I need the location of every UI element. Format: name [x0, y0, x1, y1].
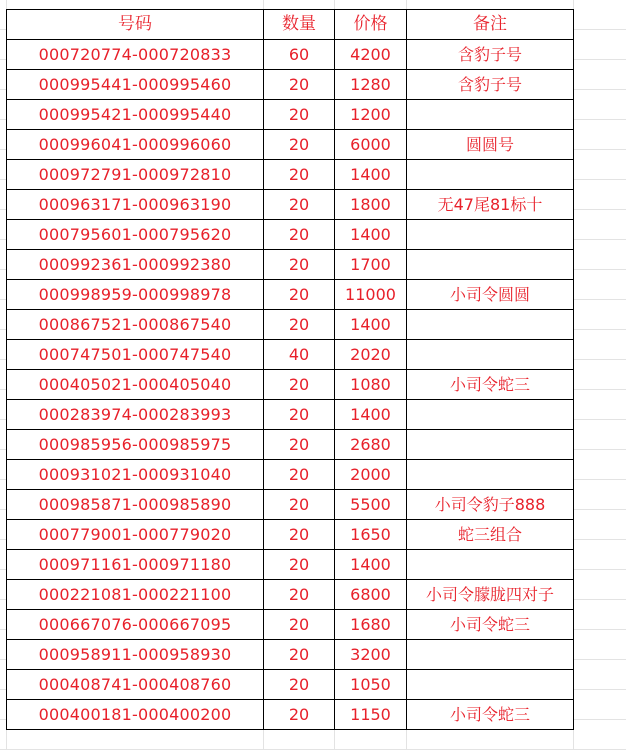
cell-price[interactable]: 5500 — [335, 490, 407, 520]
cell-number[interactable]: 000720774-000720833 — [7, 40, 264, 70]
data-table — [6, 9, 574, 730]
cell-note[interactable]: 小司令朦胧四对子 — [407, 580, 574, 610]
cell-number[interactable]: 000779001-000779020 — [7, 520, 264, 550]
cell-number[interactable]: 000408741-000408760 — [7, 670, 264, 700]
cell-number[interactable]: 000958911-000958930 — [7, 640, 264, 670]
table-row — [7, 40, 574, 70]
table-row — [7, 460, 574, 490]
cell-price[interactable]: 1400 — [335, 400, 407, 430]
cell-note[interactable] — [407, 640, 574, 670]
cell-quantity[interactable]: 20 — [264, 700, 335, 730]
cell-note[interactable]: 含豹子号 — [407, 40, 574, 70]
table-row — [7, 640, 574, 670]
cell-quantity[interactable]: 20 — [264, 250, 335, 280]
table-row — [7, 370, 574, 400]
cell-note[interactable]: 无47尾81标十 — [407, 190, 574, 220]
cell-price[interactable]: 2020 — [335, 340, 407, 370]
cell-note[interactable] — [407, 250, 574, 280]
cell-number[interactable]: 000795601-000795620 — [7, 220, 264, 250]
cell-number[interactable]: 000747501-000747540 — [7, 340, 264, 370]
cell-quantity[interactable]: 20 — [264, 160, 335, 190]
cell-number[interactable]: 000867521-000867540 — [7, 310, 264, 340]
cell-number[interactable]: 000221081-000221100 — [7, 580, 264, 610]
cell-number[interactable]: 000971161-000971180 — [7, 550, 264, 580]
cell-quantity[interactable]: 40 — [264, 340, 335, 370]
table-row — [7, 130, 574, 160]
table-row — [7, 430, 574, 460]
cell-price[interactable]: 4200 — [335, 40, 407, 70]
cell-number[interactable]: 000998959-000998978 — [7, 280, 264, 310]
cell-number[interactable]: 000995421-000995440 — [7, 100, 264, 130]
cell-price[interactable]: 1150 — [335, 700, 407, 730]
cell-note[interactable] — [407, 310, 574, 340]
cell-quantity[interactable]: 20 — [264, 70, 335, 100]
cell-quantity[interactable]: 20 — [264, 190, 335, 220]
cell-quantity[interactable]: 20 — [264, 490, 335, 520]
table-row — [7, 550, 574, 580]
header-price[interactable]: 价格 — [335, 10, 407, 40]
cell-price[interactable]: 6800 — [335, 580, 407, 610]
table-row — [7, 220, 574, 250]
cell-note[interactable] — [407, 100, 574, 130]
cell-number[interactable]: 000995441-000995460 — [7, 70, 264, 100]
cell-quantity[interactable]: 20 — [264, 100, 335, 130]
table-row — [7, 250, 574, 280]
table-row — [7, 280, 574, 310]
cell-price[interactable]: 1400 — [335, 160, 407, 190]
table-row — [7, 70, 574, 100]
table-row — [7, 190, 574, 220]
cell-quantity[interactable]: 20 — [264, 640, 335, 670]
cell-quantity[interactable]: 20 — [264, 130, 335, 160]
table-row — [7, 610, 574, 640]
table-row — [7, 490, 574, 520]
cell-quantity[interactable]: 20 — [264, 370, 335, 400]
table-row — [7, 100, 574, 130]
cell-note[interactable] — [407, 670, 574, 700]
cell-quantity[interactable]: 20 — [264, 400, 335, 430]
cell-number[interactable]: 000667076-000667095 — [7, 610, 264, 640]
cell-note[interactable]: 含豹子号 — [407, 70, 574, 100]
cell-note[interactable]: 小司令蛇三 — [407, 610, 574, 640]
cell-note[interactable]: 小司令蛇三 — [407, 700, 574, 730]
header-note[interactable]: 备注 — [407, 10, 574, 40]
cell-price[interactable]: 1700 — [335, 250, 407, 280]
cell-number[interactable]: 000972791-000972810 — [7, 160, 264, 190]
cell-note[interactable]: 小司令蛇三 — [407, 370, 574, 400]
cell-number[interactable]: 000985871-000985890 — [7, 490, 264, 520]
cell-price[interactable]: 6000 — [335, 130, 407, 160]
table-row — [7, 340, 574, 370]
table-row — [7, 700, 574, 730]
cell-note[interactable] — [407, 160, 574, 190]
cell-number[interactable]: 000283974-000283993 — [7, 400, 264, 430]
cell-price[interactable]: 1400 — [335, 310, 407, 340]
cell-quantity[interactable]: 20 — [264, 430, 335, 460]
header-row — [7, 10, 574, 40]
cell-number[interactable]: 000931021-000931040 — [7, 460, 264, 490]
cell-note[interactable] — [407, 220, 574, 250]
cell-price[interactable]: 1650 — [335, 520, 407, 550]
cell-quantity[interactable]: 20 — [264, 310, 335, 340]
table-row — [7, 580, 574, 610]
header-quantity[interactable]: 数量 — [264, 10, 335, 40]
cell-price[interactable]: 2000 — [335, 460, 407, 490]
cell-note[interactable]: 小司令圆圆 — [407, 280, 574, 310]
cell-quantity[interactable]: 20 — [264, 520, 335, 550]
cell-price[interactable]: 11000 — [335, 280, 407, 310]
cell-note[interactable] — [407, 430, 574, 460]
table-row — [7, 310, 574, 340]
cell-price[interactable]: 2680 — [335, 430, 407, 460]
cell-number[interactable]: 000992361-000992380 — [7, 250, 264, 280]
table-row — [7, 160, 574, 190]
cell-price[interactable]: 3200 — [335, 640, 407, 670]
cell-price[interactable]: 1280 — [335, 70, 407, 100]
cell-price[interactable]: 1400 — [335, 550, 407, 580]
cell-note[interactable] — [407, 340, 574, 370]
cell-number[interactable]: 000405021-000405040 — [7, 370, 264, 400]
cell-note[interactable] — [407, 400, 574, 430]
cell-price[interactable]: 1200 — [335, 100, 407, 130]
cell-quantity[interactable]: 20 — [264, 610, 335, 640]
cell-quantity[interactable]: 20 — [264, 580, 335, 610]
cell-number[interactable]: 000400181-000400200 — [7, 700, 264, 730]
table-row — [7, 400, 574, 430]
table-body — [7, 40, 574, 730]
cell-quantity[interactable]: 20 — [264, 280, 335, 310]
cell-price[interactable]: 1050 — [335, 670, 407, 700]
cell-note[interactable] — [407, 460, 574, 490]
cell-price[interactable]: 1400 — [335, 220, 407, 250]
cell-number[interactable]: 000963171-000963190 — [7, 190, 264, 220]
cell-quantity[interactable]: 20 — [264, 220, 335, 250]
cell-quantity[interactable]: 20 — [264, 550, 335, 580]
cell-quantity[interactable]: 60 — [264, 40, 335, 70]
cell-note[interactable]: 小司令豹子888 — [407, 490, 574, 520]
cell-note[interactable]: 蛇三组合 — [407, 520, 574, 550]
cell-quantity[interactable]: 20 — [264, 460, 335, 490]
header-number[interactable]: 号码 — [7, 10, 264, 40]
table-row — [7, 520, 574, 550]
cell-price[interactable]: 1680 — [335, 610, 407, 640]
cell-price[interactable]: 1080 — [335, 370, 407, 400]
cell-note[interactable]: 圆圆号 — [407, 130, 574, 160]
cell-price[interactable]: 1800 — [335, 190, 407, 220]
cell-quantity[interactable]: 20 — [264, 670, 335, 700]
cell-number[interactable]: 000996041-000996060 — [7, 130, 264, 160]
table-row — [7, 670, 574, 700]
cell-note[interactable] — [407, 550, 574, 580]
cell-number[interactable]: 000985956-000985975 — [7, 430, 264, 460]
